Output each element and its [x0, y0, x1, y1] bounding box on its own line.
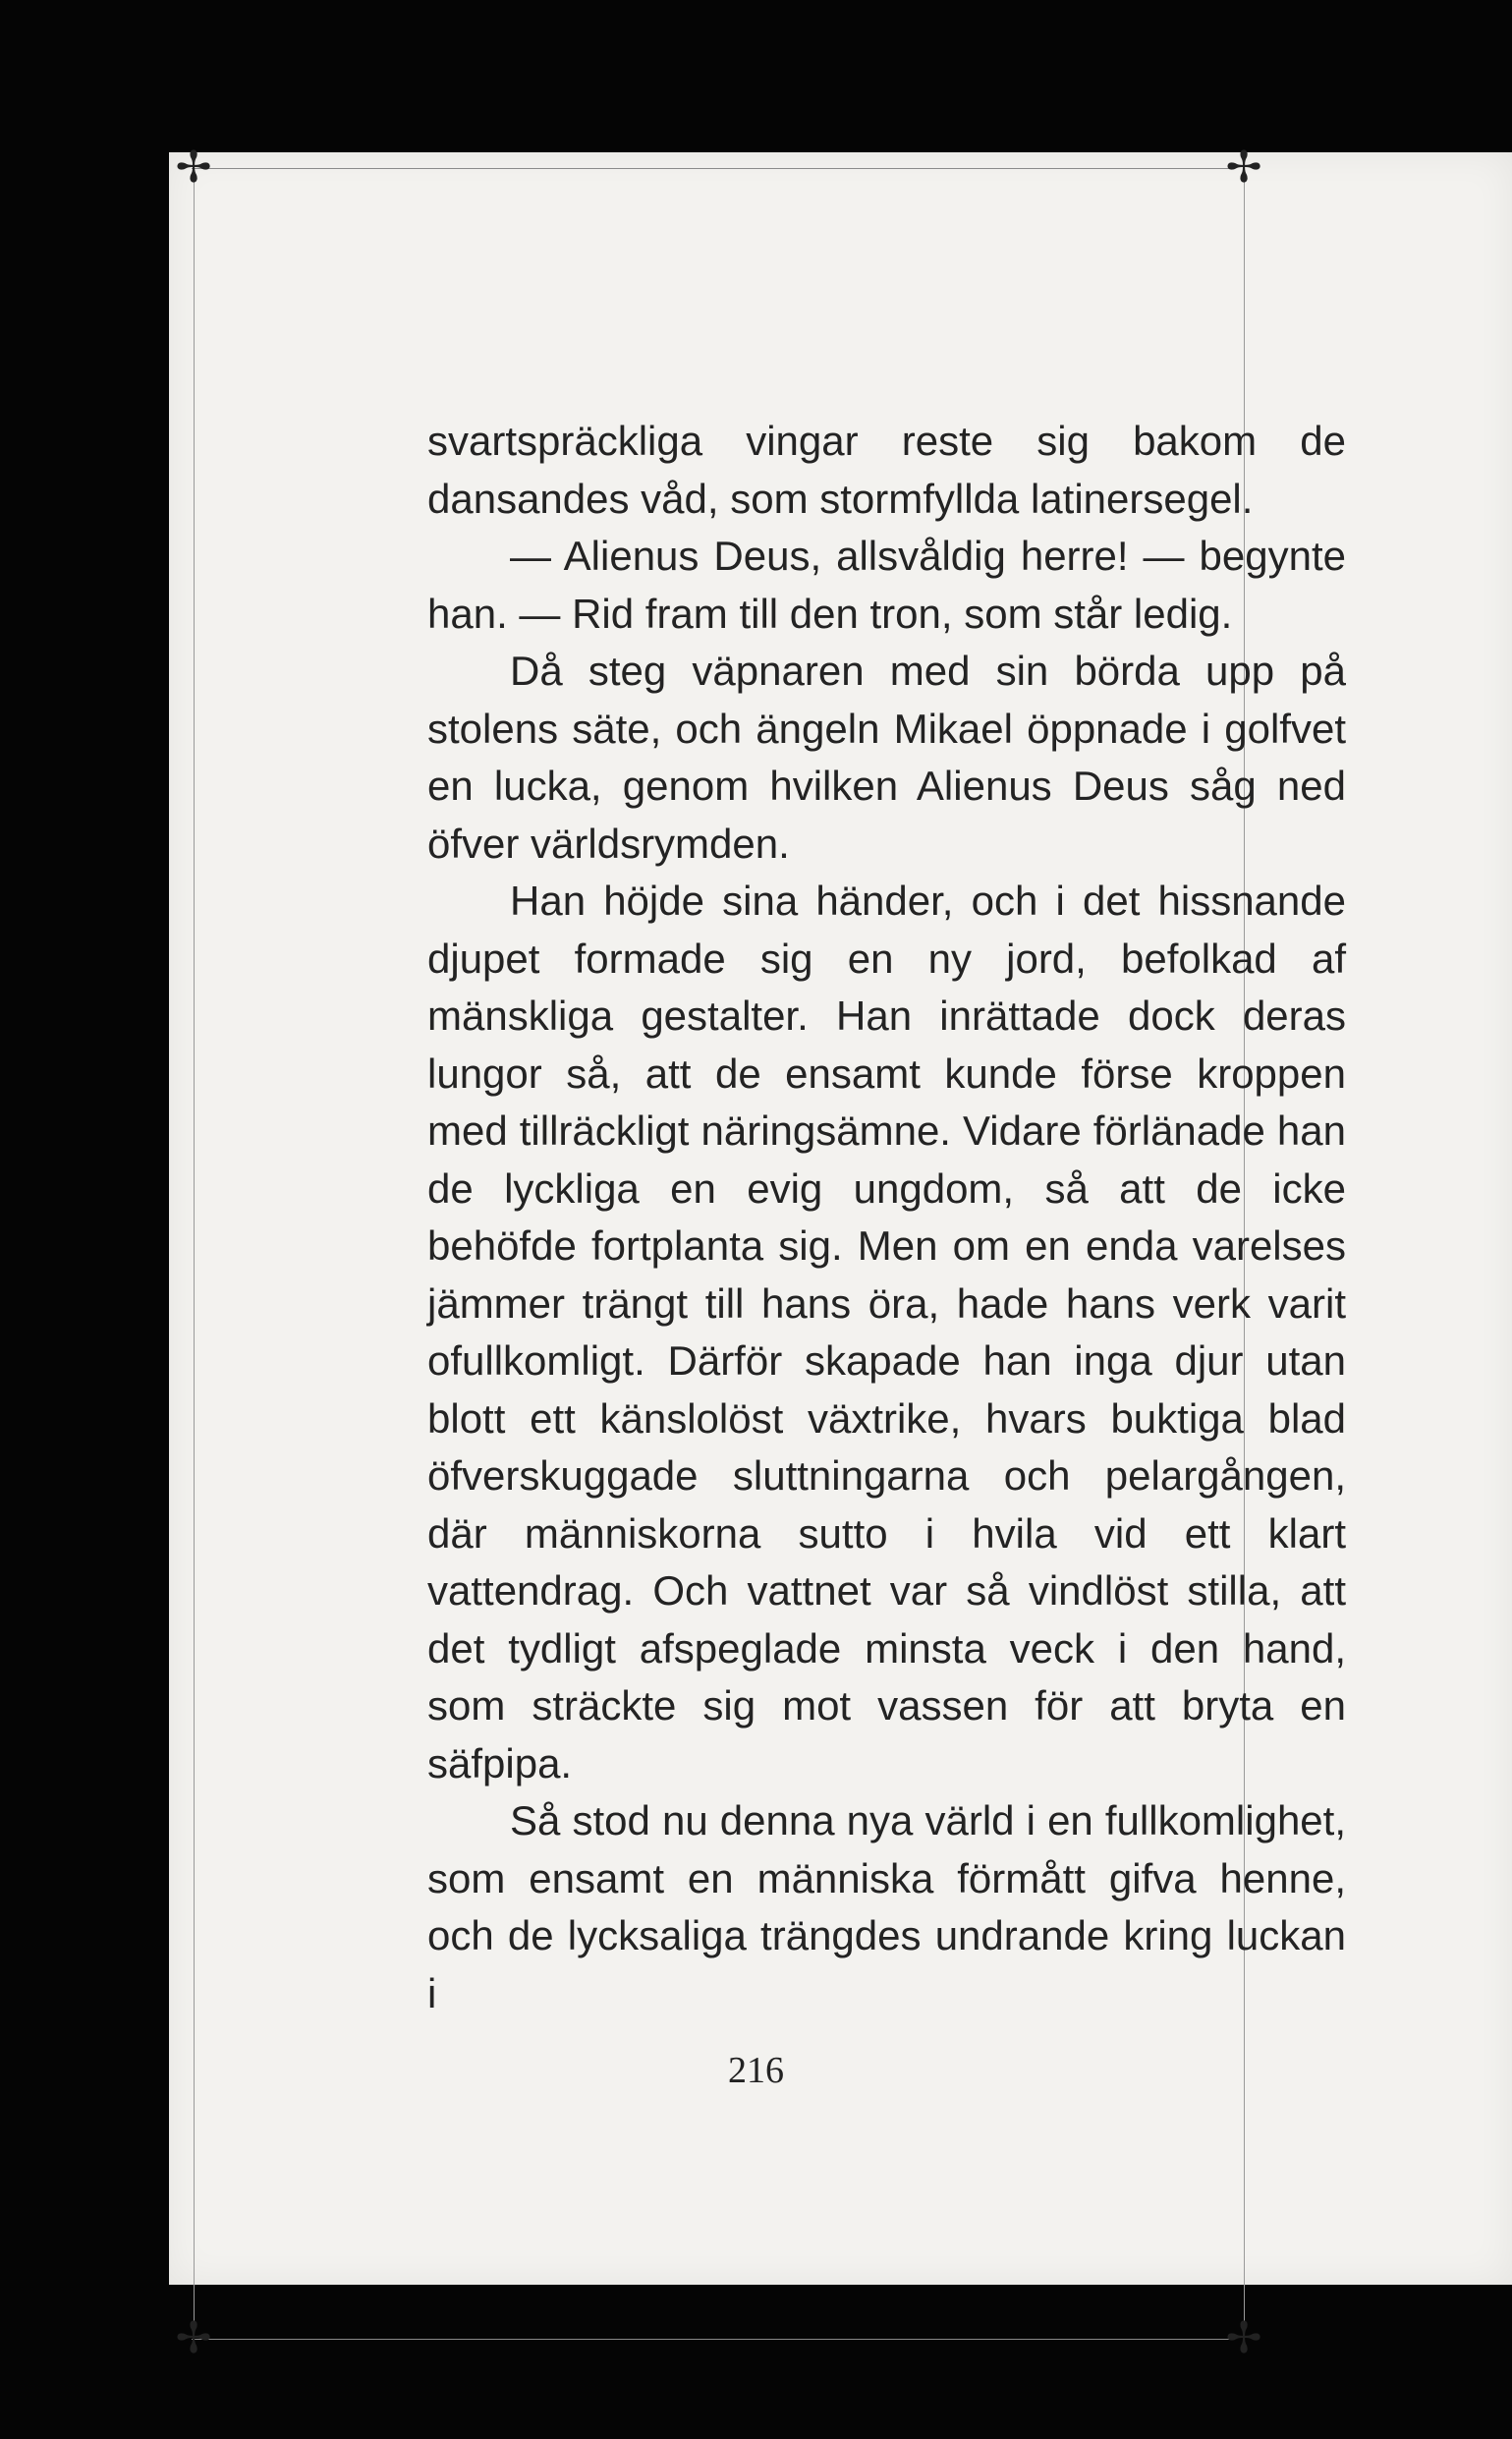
corner-ornament-bottom-left-icon: ✢	[175, 2313, 212, 2363]
body-text	[427, 413, 1346, 2022]
top-border-rule	[192, 168, 1233, 169]
paragraph: — Alienus Deus, allsvåldig herre! — begynte han. — Rid fram till den tron, som står ledig.	[427, 533, 1346, 637]
corner-ornament-top-right-icon: ✢	[1225, 142, 1262, 193]
page-number: 216	[728, 2050, 784, 2091]
bottom-border-rule	[192, 2339, 1233, 2340]
corner-ornament-bottom-right-icon: ✢	[1225, 2313, 1262, 2363]
left-border-rule	[194, 177, 195, 2334]
paragraph: Då steg väpnaren med sin börda upp på stolens säte, och ängeln Mikael öppnade i golfvet en lucka, genom hvilken Alienus Deus såg ned öfver världsrymden.	[427, 648, 1346, 867]
corner-ornament-top-left-icon: ✢	[175, 142, 212, 193]
paragraph: svartspräckliga vingar reste sig bakom de dansandes våd, som stormfyllda latinersegel.	[427, 418, 1346, 522]
paragraph: Så stod nu denna nya värld i en fullkomlighet, som ensamt en människa förmått gifva henne, och de lycksaliga trängdes undrande kring luckan i	[427, 1797, 1346, 2016]
paragraph: Han höjde sina händer, och i det hissnande djupet formade sig en ny jord, befolkad af mänskliga gestalter. Han inrättade dock deras lungor så, att de ensamt kunde förse kroppen med tillräckligt näringsämne. Vidare förlänade han de lyckliga en evig ungdom, så att de icke behöfde fortplanta sig. Men om en enda varelses jämmer trängt till hans öra, hade hans verk varit ofullkomligt. Därför skapade han inga djur utan blott ett känslolöst växtrike, hvars buktiga blad öfverskuggade sluttningarna och pelargången, där människorna sutto i hvila vid ett klart vattendrag. Och vattnet var så vindlöst stilla, att det tydligt afspeglade minsta veck i den hand, som sträckte sig mot vassen för att bryta en säfpipa.	[427, 878, 1346, 1787]
